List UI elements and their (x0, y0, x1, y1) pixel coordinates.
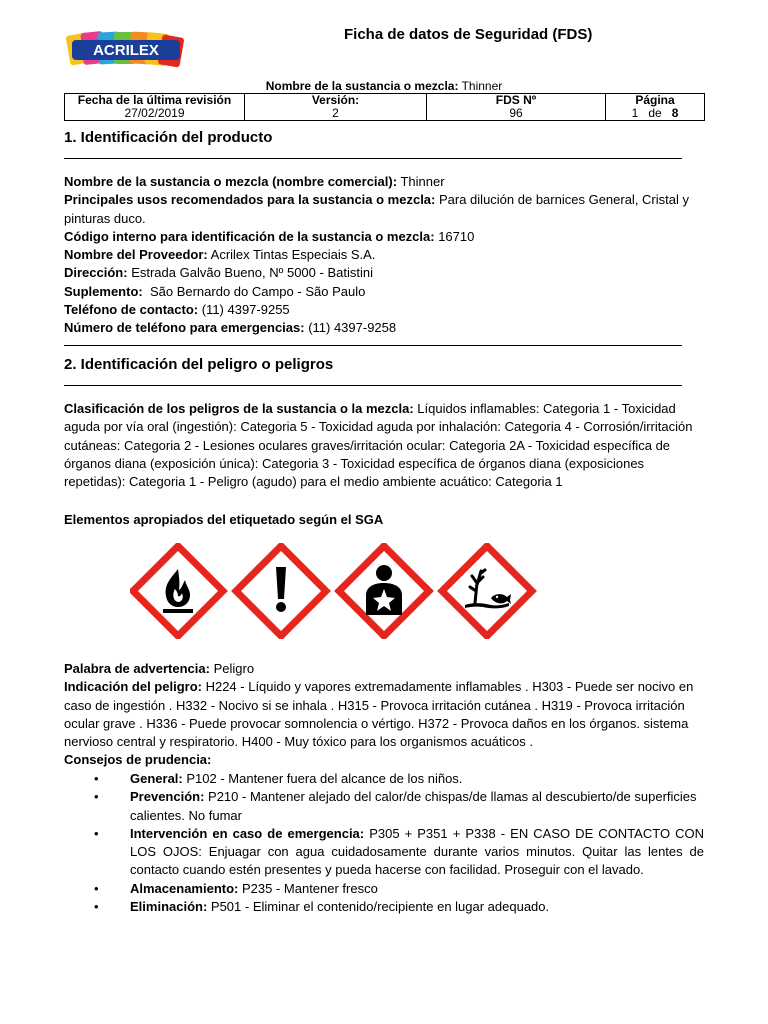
acrilex-logo (66, 28, 188, 72)
advice-item-label: Intervención en caso de emergencia: (130, 825, 365, 841)
field-contact-phone (64, 301, 694, 319)
list-item (64, 880, 704, 898)
field-value: 16710 (434, 228, 475, 244)
advice-item-text: P210 - Mantener alejado del calor/de chispas/de llamas al descubierto/de superficies calientes. No fumar (130, 789, 697, 823)
advice-item-label: Prevención: (130, 789, 205, 805)
signal-and-hazards (64, 660, 694, 770)
bullet: • (94, 789, 99, 805)
field-address (64, 264, 694, 282)
document-title: Ficha de datos de Seguridad (FDS) (344, 26, 593, 43)
field-label: Suplemento: (64, 283, 143, 299)
field-label: Código interno para identificación de la sustancia o mezcla: (64, 228, 435, 244)
section-1-rule (64, 158, 682, 159)
advice-item-label: General: (130, 771, 183, 786)
list-item (64, 770, 704, 788)
signal-word (64, 660, 694, 678)
field-emergency-phone (64, 319, 694, 337)
substance-value: Thinner (461, 79, 503, 93)
field-supplier (64, 246, 694, 264)
revision-date-header: Fecha de la última revisión (77, 93, 232, 107)
section-2-title: 2. Identificación del peligro o peligros (64, 356, 334, 373)
section-2-top-rule (64, 345, 682, 346)
document-meta-table (64, 93, 705, 121)
field-label: Dirección: (64, 265, 128, 281)
version-header: Versión: (311, 93, 360, 107)
precaution-list (64, 770, 704, 916)
hazard-classification (64, 400, 694, 491)
field-value: Estrada Galvão Bueno, Nº 5000 - Batistini (127, 265, 373, 281)
page-value (608, 107, 702, 120)
version-cell (245, 94, 427, 121)
field-uses (64, 191, 694, 228)
hazard-text: H224 - Líquido y vapores extremadamente inflamables . H303 - Puede ser nocivo en caso de ingestión . H332 - Nocivo si se inhala . H315 - Provoca irritación cutánea . H319 - Provoca irritación ocular grave . H336 - Puede provocar somnolencia o vértigo. H372 - Provoca daños en los órganos. sistema nervioso central y respiratorio. H400 - Muy tóxico para los organismos acuáticos . (64, 679, 694, 750)
version-value: 2 (332, 106, 339, 120)
list-item (64, 788, 704, 825)
field-value: São Bernardo do Campo - São Paulo (142, 283, 366, 299)
advice-label: Consejos de prudencia: (64, 752, 212, 768)
classification-text: Líquidos inflamables: Categoria 1 - Toxicidad aguda por vía oral (ingestión): Categoria 5 - Toxicidad aguda por inhalación: Categoria 4 - Corrosión/irritación cutáneas: Categoria 2 - Lesiones oculares graves/irritación ocular: Categoria 2A - Toxicidad específica de órganos diana (exposición única): Categoria 3 - Toxicidad específica de órganos diana (exposiciones repetidas): Categoria 1 - Peligro (agudo) para el medio ambiente acuático: Categoria 1 (64, 401, 693, 490)
fds-number-cell (427, 94, 606, 121)
precaution-title (64, 751, 694, 769)
bullet: • (94, 825, 99, 841)
page-header: Página (635, 93, 675, 107)
health-hazard-icon (339, 546, 429, 636)
page-of: de (648, 106, 662, 120)
fds-number-header: FDS Nº (495, 93, 537, 107)
hazard-label: Indicación del peligro: (64, 679, 202, 695)
section-2-rule (64, 385, 682, 386)
advice-item-text: P102 - Mantener fuera del alcance de los niños. (182, 771, 463, 786)
labeling-title (64, 511, 694, 529)
field-label: Número de teléfono para emergencias: (64, 320, 305, 336)
field-value: Para dilución de barnices General, Cristal y pinturas duco. (64, 192, 689, 226)
svg-text:ACRILEX: ACRILEX (93, 42, 159, 59)
field-label: Principales usos recomendados para la sustancia o mezcla: (64, 192, 436, 208)
hazard-statements (64, 678, 694, 751)
bullet: • (94, 771, 99, 786)
revision-date-cell (65, 94, 245, 121)
exclamation-icon (236, 546, 326, 636)
field-label: Nombre del Proveedor: (64, 247, 208, 263)
environment-icon (442, 546, 532, 636)
advice-item-text: P501 - Eliminar el contenido/recipiente en lugar adequado. (207, 899, 550, 915)
field-value: (11) 4397-9258 (304, 320, 397, 336)
field-supplement (64, 283, 694, 301)
section-1-title: 1. Identificación del producto (64, 129, 273, 146)
fds-number-value: 96 (509, 106, 523, 120)
signal-label: Palabra de advertencia: (64, 661, 210, 676)
list-item (64, 898, 704, 916)
bullet: • (94, 899, 99, 915)
field-label: Teléfono de contacto: (64, 302, 199, 318)
signal-value: Peligro (209, 661, 255, 676)
substance-label: Nombre de la sustancia o mezcla: (265, 79, 459, 93)
bullet: • (94, 880, 99, 896)
advice-item-text: P235 - Mantener fresco (238, 880, 378, 896)
classification-label: Clasificación de los peligros de la sustancia o la mezcla: (64, 401, 414, 416)
flame-icon (133, 546, 223, 636)
field-value: (11) 4397-9255 (198, 302, 290, 318)
field-label: Nombre de la sustancia o mezcla (nombre comercial): (64, 174, 398, 189)
page-total: 8 (671, 106, 679, 120)
advice-item-text: P305 + P351 + P338 - EN CASO DE CONTACTO CON LOS OJOS: Enjuagar con agua cuidadosamente durante varios minutos. Quitar las lentes de contacto cuando estén presentes y pueda hacerse con facilidad. Proseguir con el lavado. (130, 825, 705, 878)
list-item (64, 825, 704, 880)
labeling-title-text: Elementos apropiados del etiquetado según el SGA (64, 512, 384, 527)
field-value: Thinner (397, 174, 445, 189)
page-current: 1 (631, 106, 639, 120)
advice-item-label: Almacenamiento: (130, 880, 239, 896)
field-internal-code (64, 228, 694, 246)
section-1-fields (64, 173, 694, 338)
field-trade-name (64, 173, 694, 191)
ghs-pictograms (130, 543, 540, 639)
page-cell (606, 94, 705, 121)
revision-date-value: 27/02/2019 (124, 106, 185, 120)
field-value: Acrilex Tintas Especiais S.A. (207, 247, 376, 263)
substance-name-line (0, 79, 768, 93)
advice-item-label: Eliminación: (130, 899, 208, 915)
